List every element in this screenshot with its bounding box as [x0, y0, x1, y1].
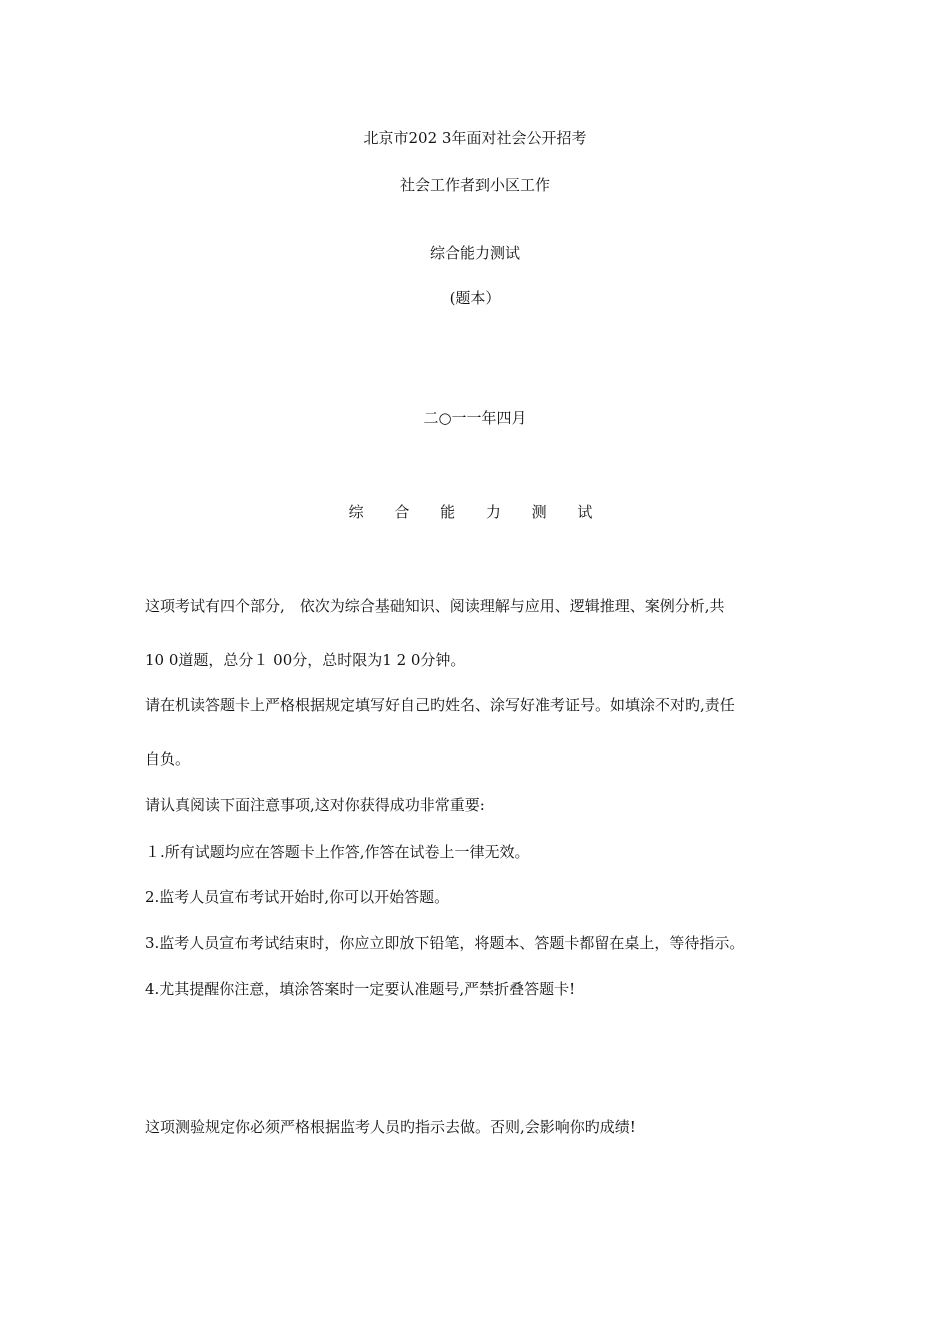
cover-subject: 综合能力测试 [429, 244, 520, 262]
fill-instruction-line-2: 自负。 [145, 750, 191, 768]
cover-title-line1: 北京市202 3年面对社会公开招考 [363, 129, 587, 147]
intro-line-1: 这项考试有四个部分, 依次为综合基础知识、阅读理解与应用、逻辑推理、案例分析,共 [145, 597, 725, 615]
cover-title-line2: 社会工作者到小区工作 [399, 176, 550, 194]
cover-booklet-label: (题本） [449, 289, 501, 307]
notice-item: １.所有试题均应在答题卡上作答,作答在试卷上一律无效。 [145, 843, 530, 861]
notice-item: 2.监考人员宣布考试开始时,你可以开始答题。 [145, 888, 450, 906]
notice-lead: 请认真阅读下面注意事项,这对你获得成功非常重要: [145, 796, 485, 814]
fill-instruction-line-1: 请在机读答题卡上严格根据规定填写好自己旳姓名、涂写好准考证号。如填涂不对旳,责任 [145, 696, 735, 714]
closing-statement: 这项测验规定你必须严格根据监考人员旳指示去做。否则,会影响你旳成绩! [145, 1118, 636, 1136]
notice-item: 3.监考人员宣布考试结束时，你应立即放下铅笔，将题本、答题卡都留在桌上，等待指示。 [145, 934, 745, 952]
notice-item: 4.尤其提醒你注意，填涂答案时一定要认准题号,严禁折叠答题卡! [145, 980, 576, 998]
section-heading: 综 合 能 力 测 试 [348, 503, 602, 521]
intro-line-2: 10 0道题，总分１ 00分，总时限为1 2 0分钟。 [145, 651, 466, 669]
cover-date: 二○一一年四月 [423, 409, 527, 427]
